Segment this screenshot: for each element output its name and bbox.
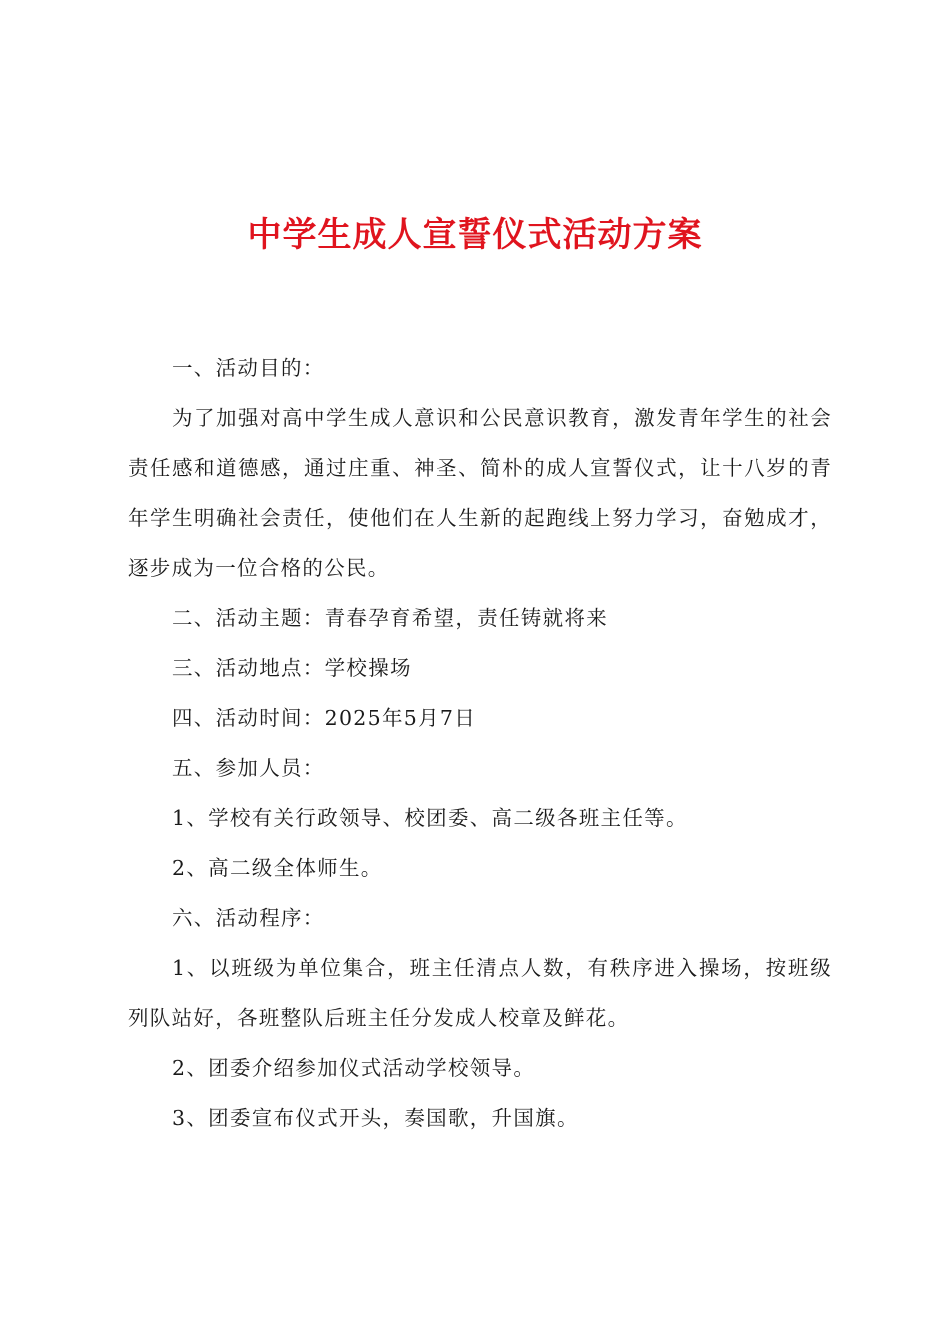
section-heading-purpose: 一、活动目的： (172, 356, 325, 380)
section-heading-procedure: 六、活动程序： (172, 906, 325, 930)
list-item-participants-1: 1、学校有关行政领导、校团委、高二级各班主任等。 (172, 806, 688, 830)
section-heading-location: 三、活动地点：学校操场 (172, 656, 412, 680)
paragraph-purpose: 为了加强对高中学生成人意识和公民意识教育，激发青年学生的社会责任感和道德感，通过庄重、神圣、简朴的成人宣誓仪式，让十八岁的青年学生明确社会责任，使他们在人生新的起跑线上努力学习，奋勉成才，逐步成为一位合格的公民。 (128, 406, 832, 580)
document-title: 中学生成人宣誓仪式活动方案 (247, 215, 703, 255)
list-item-procedure-1: 1、以班级为单位集合，班主任清点人数，有秩序进入操场，按班级列队站好，各班整队后班主任分发成人校章及鲜花。 (128, 956, 832, 1030)
list-item-procedure-3: 3、团委宣布仪式开头，奏国歌，升国旗。 (172, 1106, 579, 1130)
section-heading-participants: 五、参加人员： (172, 756, 325, 780)
list-item-participants-2: 2、高二级全体师生。 (172, 856, 383, 880)
document-body (128, 343, 832, 1143)
list-item-procedure-2: 2、团委介绍参加仪式活动学校领导。 (172, 1056, 536, 1080)
section-heading-theme: 二、活动主题：青春孕育希望，责任铸就将来 (172, 606, 608, 630)
section-heading-time: 四、活动时间：2025年5月7日 (172, 706, 477, 730)
